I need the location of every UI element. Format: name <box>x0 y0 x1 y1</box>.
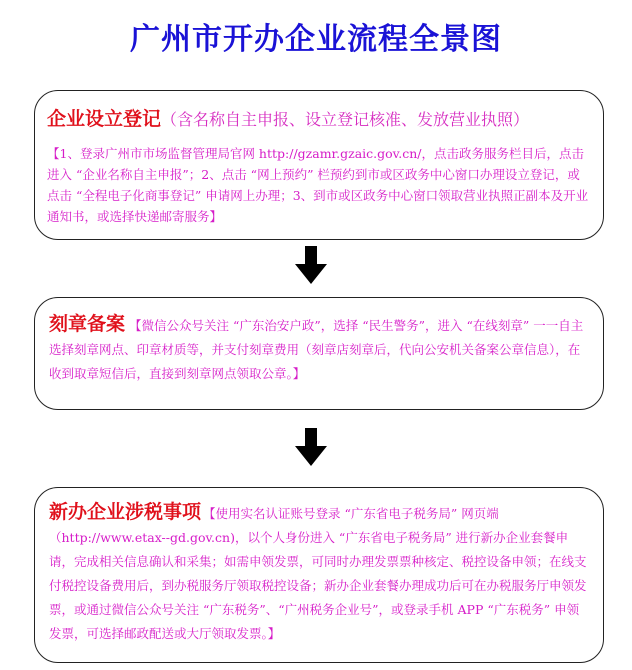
step-description: 【使用实名认证账号登录 “广东省电子税务局” 网页端（http://www.etax--gd.gov.cn)，以个人身份进入 “广东省电子税务局” 进行新办企业套餐申请，完成相关信息确认和采集；如需申领发票，可同时办理发票票种核定、税控设备申领；在线支付税控设备费用后，到办税服务厅领取税控设备；新办企业套餐办理成功后可在办税服务厅申领发票，或通过微信公众号关注 “广东税务”、“广州税务企业号”，或登录手机 APP “广东税务” 申领发票，可选择邮政配送或大厅领取发票。】 <box>49 506 587 641</box>
step-heading: 企业设立登记 <box>47 108 162 130</box>
step-heading: 刻章备案 <box>49 313 126 335</box>
step-body <box>49 500 589 646</box>
step-box-seal-filing <box>34 297 604 410</box>
step-subtitle: （含名称自主申报、设立登记核准、发放营业执照） <box>161 110 530 129</box>
step-description: 【微信公众号关注 “广东治安户政”，选择 “民生警务”，进入 “在线刻章” 一一自主选择刻章网点、印章材质等，并支付刻章费用（刻章店刻章后，代向公安机关备案公章信息），在收到取章短信后，直接到刻章网点领取公章。】 <box>49 318 584 381</box>
step-header <box>47 105 591 139</box>
down-arrow-icon <box>293 428 329 468</box>
page-title: 广州市开办企业流程全景图 <box>130 22 502 57</box>
down-arrow-icon <box>293 246 329 286</box>
step-box-tax-matters <box>34 487 604 663</box>
step-box-enterprise-registration <box>34 90 604 240</box>
step-body <box>49 312 589 386</box>
step-heading: 新办企业涉税事项 <box>49 501 202 523</box>
step-description: 【1、登录广州市市场监督管理局官网 http://gzamr.gzaic.gov.cn/，点击政务服务栏目后，点击进入 “企业名称自主申报”；2、点击 “网上预约” 栏预约到市或区政务中心窗口办理设立登记，或点击 “全程电子化商事登记” 申请网上办理；3、到市或区政务中心窗口领取营业执照正副本及开业通知书，或选择快递邮寄服务】 <box>47 146 589 224</box>
